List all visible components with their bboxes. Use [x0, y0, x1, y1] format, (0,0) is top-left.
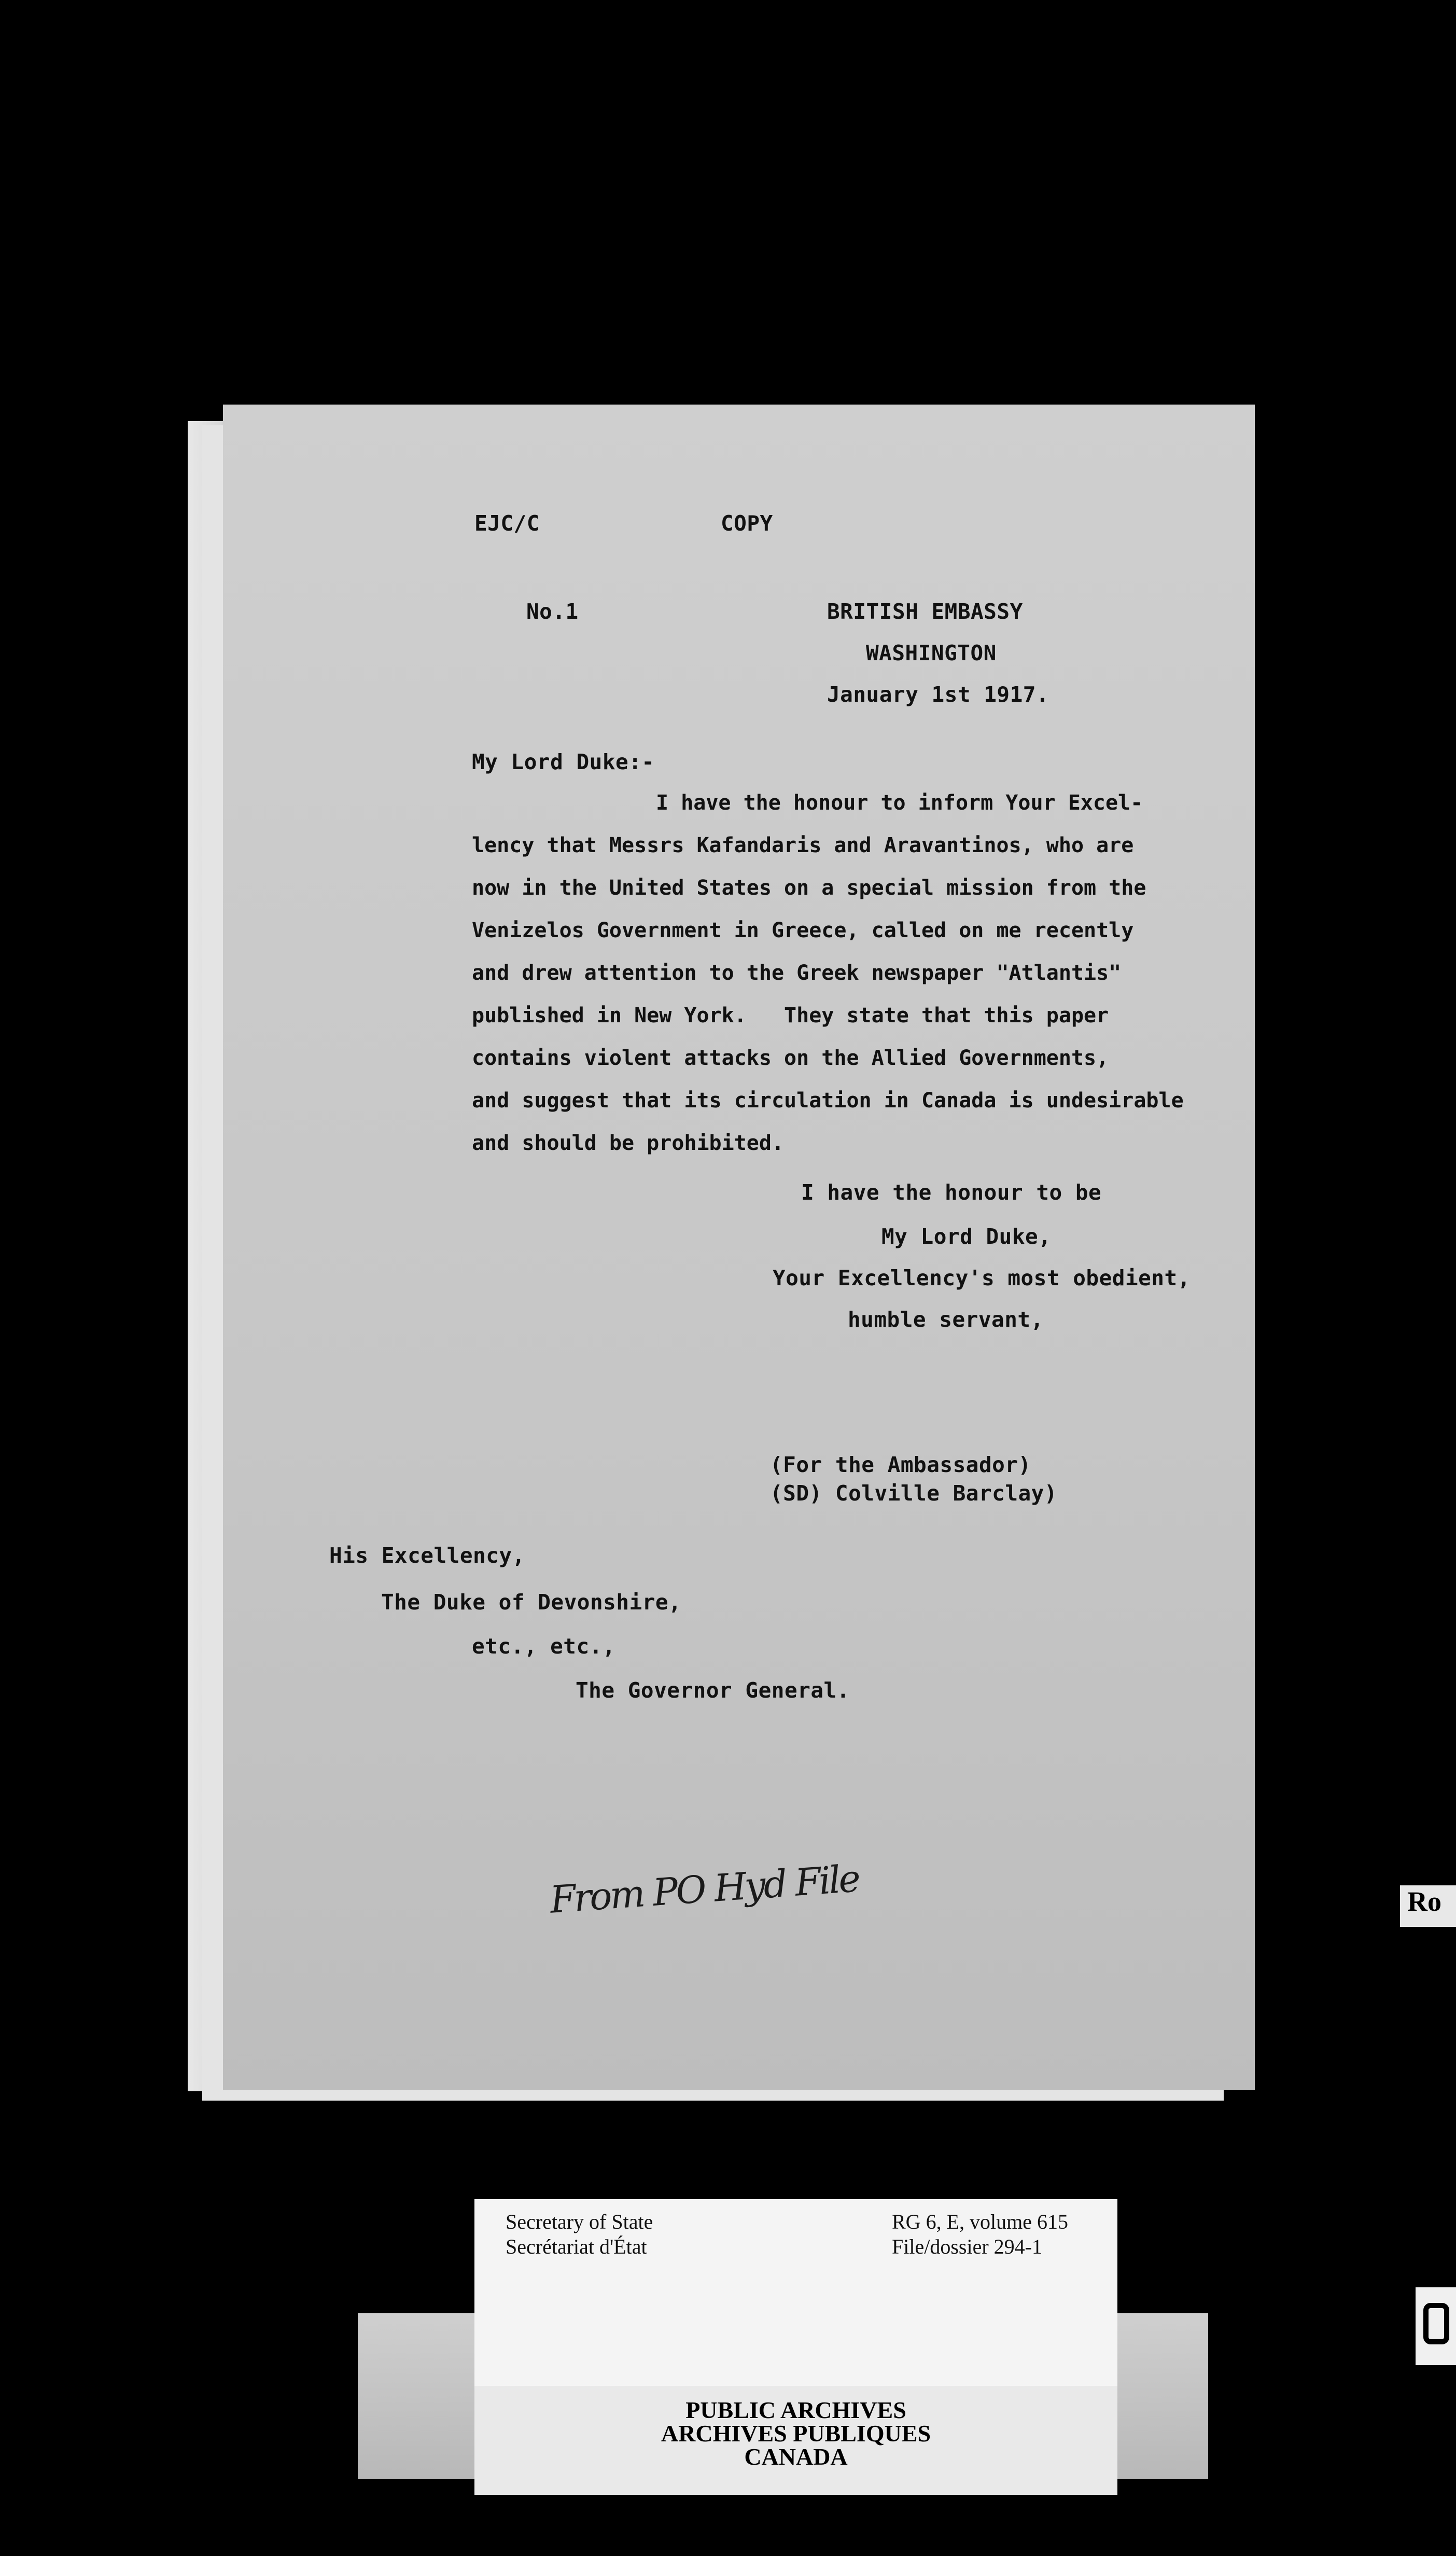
sender-organization: BRITISH EMBASSY — [827, 599, 1023, 624]
salutation: My Lord Duke:- — [472, 749, 655, 774]
label-record-group: RG 6, E, volume 615 — [892, 2210, 1068, 2233]
body-line: and should be prohibited. — [472, 1131, 785, 1155]
addressee-line: The Duke of Devonshire, — [381, 1590, 682, 1615]
label-left — [506, 2210, 653, 2259]
handwritten-note: From PO Hyd File — [548, 1856, 860, 1922]
body-line: and suggest that its circulation in Canada is undesirable — [472, 1089, 1184, 1113]
closing-line: Your Excellency's most obedient, — [773, 1266, 1191, 1290]
label-right — [892, 2210, 1068, 2259]
copy-mark: COPY — [721, 511, 773, 536]
binder-clip-ring — [1423, 2303, 1449, 2344]
body-line: now in the United States on a special mission from the — [472, 876, 1146, 900]
side-tab: Ro — [1400, 1885, 1456, 1927]
label-file-number: File/dossier 294-1 — [892, 2235, 1042, 2258]
addressee-line: The Governor General. — [576, 1678, 850, 1703]
body-line: published in New York. They state that this paper — [472, 1004, 1109, 1027]
archive-label-card — [474, 2199, 1117, 2386]
body-line: lency that Messrs Kafandaris and Aravantinos, who are — [472, 834, 1134, 857]
sender-city: WASHINGTON — [866, 641, 997, 665]
label-department-fr: Secrétariat d'État — [506, 2235, 647, 2258]
body-line: and drew attention to the Greek newspaper "Atlantis" — [472, 961, 1122, 985]
reference-code: EJC/C — [474, 511, 540, 536]
signature-line: (SD) Colville Barclay) — [770, 1481, 1058, 1506]
archive-title-en: PUBLIC ARCHIVES — [685, 2397, 906, 2423]
archive-country: CANADA — [744, 2443, 848, 2470]
body-line: Venizelos Government in Greece, called on me recently — [472, 919, 1134, 942]
signature-line: (For the Ambassador) — [770, 1452, 1031, 1477]
letter-date: January 1st 1917. — [827, 682, 1049, 707]
body-line: contains violent attacks on the Allied Governments, — [472, 1046, 1109, 1070]
addressee-line: etc., etc., — [472, 1634, 616, 1659]
closing-line: I have the honour to be — [801, 1180, 1102, 1205]
label-department-en: Secretary of State — [506, 2210, 653, 2233]
addressee-line: His Excellency, — [329, 1543, 525, 1568]
closing-line: humble servant, — [848, 1307, 1044, 1332]
closing-line: My Lord Duke, — [881, 1224, 1052, 1249]
letter-page — [223, 405, 1255, 2090]
body-line: I have the honour to inform Your Excel- — [656, 791, 1143, 815]
archive-title-fr: ARCHIVES PUBLIQUES — [661, 2420, 931, 2447]
letter-number: No.1 — [526, 599, 579, 624]
